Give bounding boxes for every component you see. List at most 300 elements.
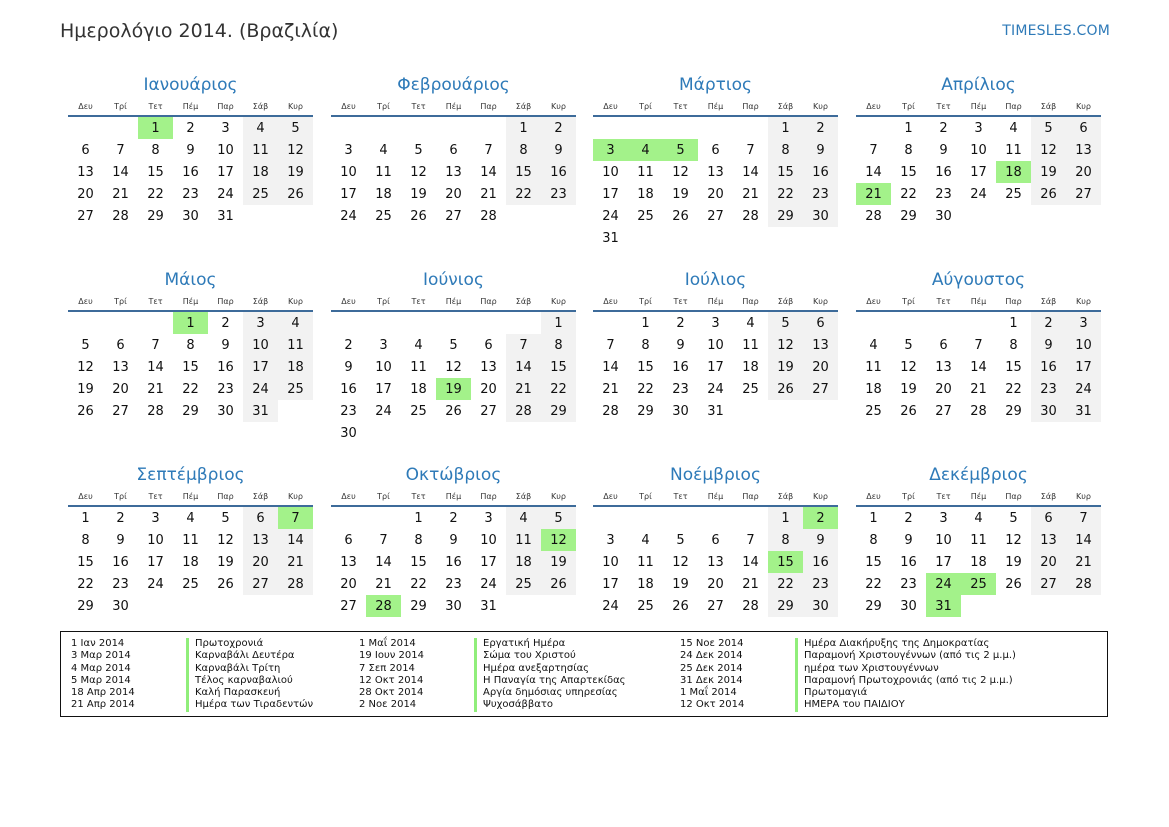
- day-cell[interactable]: 13: [340, 554, 357, 570]
- day-cell[interactable]: 5: [414, 142, 423, 158]
- day-cell[interactable]: 22: [147, 186, 164, 202]
- day-cell[interactable]: 20: [77, 186, 94, 202]
- day-cell[interactable]: 28: [865, 208, 882, 224]
- day-cell[interactable]: 10: [217, 142, 234, 158]
- day-cell[interactable]: 3: [593, 139, 628, 161]
- day-cell[interactable]: 24: [480, 576, 497, 592]
- day-cell[interactable]: 7: [278, 506, 313, 529]
- day-cell[interactable]: 5: [278, 116, 313, 139]
- day-cell[interactable]: 4: [506, 506, 541, 529]
- day-cell[interactable]: 6: [449, 142, 458, 158]
- day-cell[interactable]: 7: [379, 532, 388, 548]
- day-cell[interactable]: 8: [151, 142, 160, 158]
- day-cell[interactable]: 28: [112, 208, 129, 224]
- day-cell[interactable]: 19: [672, 576, 689, 592]
- day-cell[interactable]: 6: [711, 142, 720, 158]
- day-cell[interactable]: 20: [707, 186, 724, 202]
- day-cell[interactable]: 7: [116, 142, 125, 158]
- day-cell[interactable]: 9: [541, 139, 576, 161]
- day-cell[interactable]: 27: [803, 378, 838, 400]
- day-cell[interactable]: 7: [1066, 506, 1101, 529]
- day-cell[interactable]: 10: [935, 532, 952, 548]
- day-cell[interactable]: 7: [484, 142, 493, 158]
- day-cell[interactable]: 25: [375, 208, 392, 224]
- day-cell[interactable]: 3: [711, 315, 720, 331]
- day-cell[interactable]: 24: [243, 378, 278, 400]
- day-cell[interactable]: 4: [974, 510, 983, 526]
- day-cell[interactable]: 29: [637, 403, 654, 419]
- day-cell[interactable]: 19: [436, 378, 471, 400]
- day-cell[interactable]: 4: [379, 142, 388, 158]
- day-cell[interactable]: 10: [375, 359, 392, 375]
- day-cell[interactable]: 30: [340, 425, 357, 441]
- day-cell[interactable]: 27: [935, 403, 952, 419]
- day-cell[interactable]: 14: [742, 164, 759, 180]
- day-cell[interactable]: 16: [672, 359, 689, 375]
- day-cell[interactable]: 13: [445, 164, 462, 180]
- day-cell[interactable]: 9: [186, 142, 195, 158]
- day-cell[interactable]: 16: [803, 551, 838, 573]
- day-cell[interactable]: 7: [506, 334, 541, 356]
- day-cell[interactable]: 15: [541, 356, 576, 378]
- day-cell[interactable]: 23: [803, 573, 838, 595]
- day-cell[interactable]: 20: [707, 576, 724, 592]
- day-cell[interactable]: 27: [707, 208, 724, 224]
- day-cell[interactable]: 15: [637, 359, 654, 375]
- day-cell[interactable]: 26: [77, 403, 94, 419]
- day-cell[interactable]: 1: [641, 315, 650, 331]
- day-cell[interactable]: 17: [243, 356, 278, 378]
- day-cell[interactable]: 11: [865, 359, 882, 375]
- day-cell[interactable]: 18: [410, 381, 427, 397]
- day-cell[interactable]: 15: [147, 164, 164, 180]
- day-cell[interactable]: 20: [935, 381, 952, 397]
- day-cell[interactable]: 29: [147, 208, 164, 224]
- day-cell[interactable]: 13: [480, 359, 497, 375]
- day-cell[interactable]: 8: [81, 532, 90, 548]
- day-cell[interactable]: 15: [410, 554, 427, 570]
- day-cell[interactable]: 26: [1005, 576, 1022, 592]
- day-cell[interactable]: 25: [243, 183, 278, 205]
- day-cell[interactable]: 28: [278, 573, 313, 595]
- day-cell[interactable]: 6: [81, 142, 90, 158]
- day-cell[interactable]: 25: [506, 573, 541, 595]
- day-cell[interactable]: 10: [970, 142, 987, 158]
- day-cell[interactable]: 25: [865, 403, 882, 419]
- day-cell[interactable]: 17: [970, 164, 987, 180]
- day-cell[interactable]: 30: [900, 598, 917, 614]
- day-cell[interactable]: 15: [77, 554, 94, 570]
- day-cell[interactable]: 25: [742, 381, 759, 397]
- day-cell[interactable]: 9: [344, 359, 353, 375]
- day-cell[interactable]: 4: [243, 116, 278, 139]
- day-cell[interactable]: 2: [116, 510, 125, 526]
- day-cell[interactable]: 26: [672, 598, 689, 614]
- day-cell[interactable]: 21: [742, 186, 759, 202]
- day-cell[interactable]: 8: [541, 334, 576, 356]
- day-cell[interactable]: 22: [768, 183, 803, 205]
- day-cell[interactable]: 7: [746, 532, 755, 548]
- day-cell[interactable]: 17: [217, 164, 234, 180]
- day-cell[interactable]: 18: [375, 186, 392, 202]
- day-cell[interactable]: 14: [112, 164, 129, 180]
- day-cell[interactable]: 16: [445, 554, 462, 570]
- day-cell[interactable]: 20: [480, 381, 497, 397]
- day-cell[interactable]: 19: [672, 186, 689, 202]
- day-cell[interactable]: 14: [970, 359, 987, 375]
- day-cell[interactable]: 17: [935, 554, 952, 570]
- day-cell[interactable]: 10: [340, 164, 357, 180]
- day-cell[interactable]: 28: [602, 403, 619, 419]
- day-cell[interactable]: 11: [637, 554, 654, 570]
- day-cell[interactable]: 1: [869, 510, 878, 526]
- day-cell[interactable]: 13: [803, 334, 838, 356]
- day-cell[interactable]: 7: [151, 337, 160, 353]
- day-cell[interactable]: 1: [506, 116, 541, 139]
- day-cell[interactable]: 26: [410, 208, 427, 224]
- day-cell[interactable]: 23: [541, 183, 576, 205]
- day-cell[interactable]: 4: [628, 139, 663, 161]
- day-cell[interactable]: 4: [641, 532, 650, 548]
- day-cell[interactable]: 10: [707, 337, 724, 353]
- day-cell[interactable]: 26: [217, 576, 234, 592]
- day-cell[interactable]: 11: [410, 359, 427, 375]
- day-cell[interactable]: 3: [221, 120, 230, 136]
- day-cell[interactable]: 21: [147, 381, 164, 397]
- day-cell[interactable]: 25: [961, 573, 996, 595]
- day-cell[interactable]: 13: [112, 359, 129, 375]
- day-cell[interactable]: 12: [445, 359, 462, 375]
- day-cell[interactable]: 10: [602, 164, 619, 180]
- day-cell[interactable]: 14: [278, 529, 313, 551]
- day-cell[interactable]: 19: [1031, 161, 1066, 183]
- day-cell[interactable]: 2: [803, 506, 838, 529]
- day-cell[interactable]: 7: [606, 337, 615, 353]
- day-cell[interactable]: 4: [746, 315, 755, 331]
- day-cell[interactable]: 2: [449, 510, 458, 526]
- day-cell[interactable]: 31: [602, 230, 619, 246]
- day-cell[interactable]: 27: [243, 573, 278, 595]
- day-cell[interactable]: 1: [768, 506, 803, 529]
- day-cell[interactable]: 8: [904, 142, 913, 158]
- day-cell[interactable]: 13: [707, 164, 724, 180]
- day-cell[interactable]: 9: [676, 337, 685, 353]
- day-cell[interactable]: 14: [147, 359, 164, 375]
- day-cell[interactable]: 8: [869, 532, 878, 548]
- day-cell[interactable]: 16: [217, 359, 234, 375]
- day-cell[interactable]: 26: [1031, 183, 1066, 205]
- day-cell[interactable]: 25: [182, 576, 199, 592]
- day-cell[interactable]: 27: [1031, 573, 1066, 595]
- day-cell[interactable]: 23: [672, 381, 689, 397]
- day-cell[interactable]: 3: [151, 510, 160, 526]
- day-cell[interactable]: 21: [480, 186, 497, 202]
- day-cell[interactable]: 2: [221, 315, 230, 331]
- day-cell[interactable]: 16: [541, 161, 576, 183]
- day-cell[interactable]: 23: [182, 186, 199, 202]
- day-cell[interactable]: 1: [541, 311, 576, 334]
- day-cell[interactable]: 29: [1005, 403, 1022, 419]
- day-cell[interactable]: 23: [340, 403, 357, 419]
- day-cell[interactable]: 26: [768, 378, 803, 400]
- day-cell[interactable]: 5: [221, 510, 230, 526]
- day-cell[interactable]: 28: [147, 403, 164, 419]
- day-cell[interactable]: 4: [414, 337, 423, 353]
- day-cell[interactable]: 14: [1066, 529, 1101, 551]
- day-cell[interactable]: 11: [278, 334, 313, 356]
- day-cell[interactable]: 17: [340, 186, 357, 202]
- day-cell[interactable]: 22: [1005, 381, 1022, 397]
- day-cell[interactable]: 12: [541, 529, 576, 551]
- day-cell[interactable]: 1: [138, 116, 173, 139]
- day-cell[interactable]: 16: [803, 161, 838, 183]
- day-cell[interactable]: 12: [900, 359, 917, 375]
- day-cell[interactable]: 15: [865, 554, 882, 570]
- day-cell[interactable]: 23: [1031, 378, 1066, 400]
- day-cell[interactable]: 15: [768, 551, 803, 573]
- day-cell[interactable]: 28: [742, 208, 759, 224]
- day-cell[interactable]: 22: [768, 573, 803, 595]
- day-cell[interactable]: 14: [506, 356, 541, 378]
- day-cell[interactable]: 18: [970, 554, 987, 570]
- day-cell[interactable]: 12: [768, 334, 803, 356]
- day-cell[interactable]: 22: [506, 183, 541, 205]
- day-cell[interactable]: 17: [480, 554, 497, 570]
- day-cell[interactable]: 12: [217, 532, 234, 548]
- day-cell[interactable]: 20: [340, 576, 357, 592]
- day-cell[interactable]: 27: [707, 598, 724, 614]
- day-cell[interactable]: 1: [904, 120, 913, 136]
- day-cell[interactable]: 5: [1031, 116, 1066, 139]
- day-cell[interactable]: 15: [1005, 359, 1022, 375]
- day-cell[interactable]: 7: [974, 337, 983, 353]
- day-cell[interactable]: 31: [1066, 400, 1101, 422]
- day-cell[interactable]: 5: [676, 532, 685, 548]
- day-cell[interactable]: 16: [900, 554, 917, 570]
- day-cell[interactable]: 4: [869, 337, 878, 353]
- day-cell[interactable]: 31: [926, 595, 961, 617]
- day-cell[interactable]: 5: [904, 337, 913, 353]
- day-cell[interactable]: 24: [602, 208, 619, 224]
- day-cell[interactable]: 10: [1066, 334, 1101, 356]
- day-cell[interactable]: 30: [182, 208, 199, 224]
- day-cell[interactable]: 19: [1005, 554, 1022, 570]
- day-cell[interactable]: 3: [1066, 311, 1101, 334]
- day-cell[interactable]: 5: [663, 139, 698, 161]
- day-cell[interactable]: 27: [445, 208, 462, 224]
- day-cell[interactable]: 6: [484, 337, 493, 353]
- day-cell[interactable]: 21: [1066, 551, 1101, 573]
- day-cell[interactable]: 1: [81, 510, 90, 526]
- day-cell[interactable]: 12: [77, 359, 94, 375]
- day-cell[interactable]: 25: [637, 598, 654, 614]
- day-cell[interactable]: 11: [506, 529, 541, 551]
- day-cell[interactable]: 22: [637, 381, 654, 397]
- day-cell[interactable]: 9: [221, 337, 230, 353]
- day-cell[interactable]: 31: [217, 208, 234, 224]
- day-cell[interactable]: 5: [768, 311, 803, 334]
- day-cell[interactable]: 30: [112, 598, 129, 614]
- day-cell[interactable]: 9: [904, 532, 913, 548]
- day-cell[interactable]: 15: [506, 161, 541, 183]
- day-cell[interactable]: 4: [278, 311, 313, 334]
- day-cell[interactable]: 21: [112, 186, 129, 202]
- day-cell[interactable]: 1: [768, 116, 803, 139]
- day-cell[interactable]: 19: [768, 356, 803, 378]
- day-cell[interactable]: 6: [344, 532, 353, 548]
- day-cell[interactable]: 11: [182, 532, 199, 548]
- day-cell[interactable]: 6: [116, 337, 125, 353]
- day-cell[interactable]: 3: [344, 142, 353, 158]
- day-cell[interactable]: 23: [112, 576, 129, 592]
- day-cell[interactable]: 8: [641, 337, 650, 353]
- day-cell[interactable]: 2: [939, 120, 948, 136]
- day-cell[interactable]: 10: [480, 532, 497, 548]
- day-cell[interactable]: 19: [900, 381, 917, 397]
- day-cell[interactable]: 28: [366, 595, 401, 617]
- day-cell[interactable]: 17: [1066, 356, 1101, 378]
- day-cell[interactable]: 15: [768, 161, 803, 183]
- day-cell[interactable]: 21: [856, 183, 891, 205]
- day-cell[interactable]: 11: [243, 139, 278, 161]
- day-cell[interactable]: 16: [1031, 356, 1066, 378]
- day-cell[interactable]: 18: [182, 554, 199, 570]
- day-cell[interactable]: 20: [1031, 551, 1066, 573]
- day-cell[interactable]: 12: [1031, 139, 1066, 161]
- day-cell[interactable]: 22: [900, 186, 917, 202]
- day-cell[interactable]: 11: [970, 532, 987, 548]
- day-cell[interactable]: 19: [410, 186, 427, 202]
- day-cell[interactable]: 14: [375, 554, 392, 570]
- day-cell[interactable]: 29: [182, 403, 199, 419]
- day-cell[interactable]: 21: [602, 381, 619, 397]
- day-cell[interactable]: 8: [186, 337, 195, 353]
- day-cell[interactable]: 17: [375, 381, 392, 397]
- day-cell[interactable]: 30: [672, 403, 689, 419]
- day-cell[interactable]: 24: [147, 576, 164, 592]
- day-cell[interactable]: 7: [746, 142, 755, 158]
- day-cell[interactable]: 30: [935, 208, 952, 224]
- day-cell[interactable]: 4: [186, 510, 195, 526]
- day-cell[interactable]: 5: [449, 337, 458, 353]
- day-cell[interactable]: 6: [1066, 116, 1101, 139]
- day-cell[interactable]: 20: [1066, 161, 1101, 183]
- day-cell[interactable]: 17: [147, 554, 164, 570]
- day-cell[interactable]: 2: [803, 116, 838, 139]
- day-cell[interactable]: 28: [480, 208, 497, 224]
- day-cell[interactable]: 9: [803, 529, 838, 551]
- day-cell[interactable]: 11: [637, 164, 654, 180]
- day-cell[interactable]: 5: [81, 337, 90, 353]
- day-cell[interactable]: 15: [900, 164, 917, 180]
- day-cell[interactable]: 18: [637, 576, 654, 592]
- day-cell[interactable]: 24: [602, 598, 619, 614]
- day-cell[interactable]: 3: [974, 120, 983, 136]
- day-cell[interactable]: 22: [77, 576, 94, 592]
- day-cell[interactable]: 3: [606, 532, 615, 548]
- day-cell[interactable]: 14: [602, 359, 619, 375]
- day-cell[interactable]: 26: [445, 403, 462, 419]
- day-cell[interactable]: 29: [768, 595, 803, 617]
- day-cell[interactable]: 12: [278, 139, 313, 161]
- day-cell[interactable]: 27: [1066, 183, 1101, 205]
- day-cell[interactable]: 14: [742, 554, 759, 570]
- day-cell[interactable]: 18: [996, 161, 1031, 183]
- day-cell[interactable]: 29: [541, 400, 576, 422]
- day-cell[interactable]: 21: [278, 551, 313, 573]
- day-cell[interactable]: 15: [182, 359, 199, 375]
- day-cell[interactable]: 12: [672, 554, 689, 570]
- day-cell[interactable]: 27: [480, 403, 497, 419]
- day-cell[interactable]: 6: [803, 311, 838, 334]
- day-cell[interactable]: 26: [541, 573, 576, 595]
- day-cell[interactable]: 12: [672, 164, 689, 180]
- day-cell[interactable]: 8: [506, 139, 541, 161]
- day-cell[interactable]: 13: [1031, 529, 1066, 551]
- brand-link[interactable]: TIMESLES.COM: [1002, 23, 1110, 39]
- day-cell[interactable]: 16: [935, 164, 952, 180]
- day-cell[interactable]: 20: [243, 551, 278, 573]
- day-cell[interactable]: 13: [707, 554, 724, 570]
- day-cell[interactable]: 3: [379, 337, 388, 353]
- day-cell[interactable]: 22: [865, 576, 882, 592]
- day-cell[interactable]: 9: [449, 532, 458, 548]
- day-cell[interactable]: 6: [939, 337, 948, 353]
- day-cell[interactable]: 8: [768, 139, 803, 161]
- day-cell[interactable]: 9: [939, 142, 948, 158]
- day-cell[interactable]: 28: [742, 598, 759, 614]
- day-cell[interactable]: 19: [77, 381, 94, 397]
- day-cell[interactable]: 13: [243, 529, 278, 551]
- day-cell[interactable]: 29: [768, 205, 803, 227]
- day-cell[interactable]: 25: [637, 208, 654, 224]
- day-cell[interactable]: 8: [414, 532, 423, 548]
- day-cell[interactable]: 23: [445, 576, 462, 592]
- day-cell[interactable]: 9: [1031, 334, 1066, 356]
- day-cell[interactable]: 31: [480, 598, 497, 614]
- day-cell[interactable]: 11: [375, 164, 392, 180]
- day-cell[interactable]: 17: [707, 359, 724, 375]
- day-cell[interactable]: 16: [340, 381, 357, 397]
- day-cell[interactable]: 2: [541, 116, 576, 139]
- day-cell[interactable]: 7: [869, 142, 878, 158]
- day-cell[interactable]: 13: [1066, 139, 1101, 161]
- day-cell[interactable]: 27: [77, 208, 94, 224]
- day-cell[interactable]: 23: [803, 183, 838, 205]
- day-cell[interactable]: 30: [1031, 400, 1066, 422]
- day-cell[interactable]: 10: [602, 554, 619, 570]
- day-cell[interactable]: 20: [445, 186, 462, 202]
- day-cell[interactable]: 10: [243, 334, 278, 356]
- day-cell[interactable]: 11: [1005, 142, 1022, 158]
- day-cell[interactable]: 24: [970, 186, 987, 202]
- day-cell[interactable]: 21: [375, 576, 392, 592]
- day-cell[interactable]: 30: [803, 595, 838, 617]
- day-cell[interactable]: 24: [1066, 378, 1101, 400]
- day-cell[interactable]: 13: [77, 164, 94, 180]
- day-cell[interactable]: 9: [803, 139, 838, 161]
- day-cell[interactable]: 24: [217, 186, 234, 202]
- day-cell[interactable]: 27: [112, 403, 129, 419]
- day-cell[interactable]: 27: [340, 598, 357, 614]
- day-cell[interactable]: 12: [410, 164, 427, 180]
- day-cell[interactable]: 22: [541, 378, 576, 400]
- day-cell[interactable]: 2: [676, 315, 685, 331]
- day-cell[interactable]: 5: [541, 506, 576, 529]
- day-cell[interactable]: 31: [707, 403, 724, 419]
- day-cell[interactable]: 20: [112, 381, 129, 397]
- day-cell[interactable]: 23: [900, 576, 917, 592]
